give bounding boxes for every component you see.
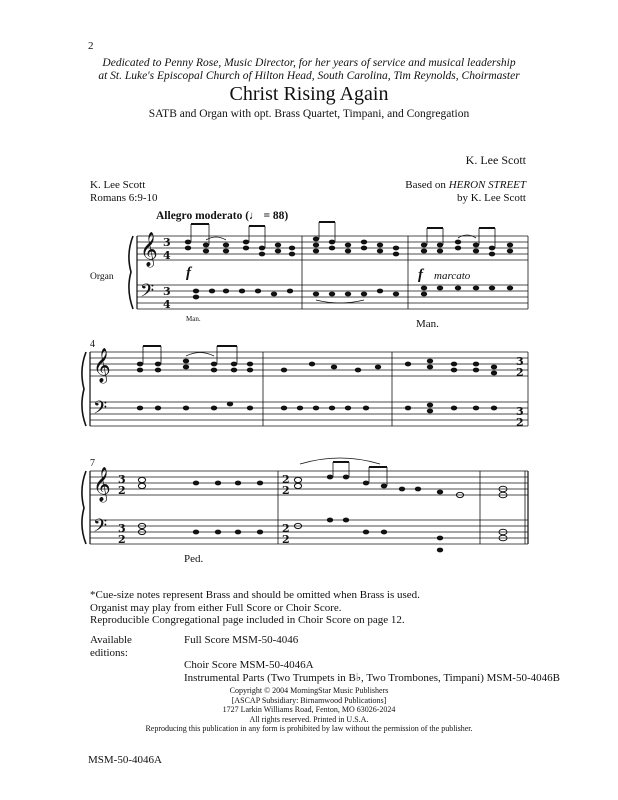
tempo-value: = 88 — [263, 210, 285, 222]
rights-reserved: All rights reserved. — [249, 714, 312, 724]
measure-number-4: 4 — [90, 339, 95, 350]
time-sig-5-bot: 2 — [118, 484, 126, 497]
tempo-text: Allegro moderato — [156, 210, 243, 222]
printed-in: Printed in U.S.A. — [313, 714, 369, 724]
s1-treble-chords — [185, 237, 513, 257]
marcato-text: marcato — [434, 270, 471, 282]
tempo-metronome: (♩ = 88) — [245, 210, 289, 222]
footnote-line-2: Organist may play from either Full Score or Choir Score. — [90, 601, 342, 614]
tune-name: HERON STREET — [448, 179, 526, 191]
dynamic-forte-2: f — [418, 267, 423, 283]
copyright-notice — [0, 686, 618, 734]
footnote — [90, 589, 560, 627]
piece-subtitle: SATB and Organ with opt. Brass Quartet, Timpani, and Congregation — [148, 108, 470, 120]
time-sig-6-top: 3 — [118, 522, 126, 535]
time-sig-2-bot: 4 — [163, 298, 171, 311]
treble-clef-1: 𝄞 — [140, 232, 158, 267]
copyright-line-4 — [0, 715, 618, 725]
dynamic-forte-1: f — [186, 265, 191, 281]
time-sig-8-bot: 2 — [282, 533, 290, 546]
page-number: 2 — [88, 40, 94, 52]
tune-author: by K. Lee Scott — [456, 191, 526, 204]
piece-title: Christ Rising Again — [229, 83, 389, 105]
treble-clef-3: 𝄞 — [93, 467, 111, 502]
composer-name: K. Lee Scott — [465, 153, 526, 167]
time-sig-5-top: 3 — [118, 473, 126, 486]
copyright-line-1: Copyright © 2004 MorningStar Music Publishers — [229, 686, 389, 695]
time-sig-6-bot: 2 — [118, 533, 126, 546]
measure-number-7: 7 — [90, 458, 95, 469]
catalog-number: MSM-50-4046A — [88, 754, 162, 766]
dedication-line-2: at St. Luke's Episcopal Church of Hilton Head, South Carolina, Tim Reynolds, Choirmaster — [98, 70, 520, 82]
tune-prefix: Based on — [405, 179, 449, 191]
dedication-line-1: Dedicated to Penny Rose, Music Director, for her years of service and musical leadership — [102, 57, 516, 69]
system-2-notes — [137, 359, 497, 414]
bass-clef-3: 𝄢 — [93, 516, 108, 541]
footnote-line-1: *Cue-size notes represent Brass and should be omitted when Brass is used. — [90, 589, 420, 601]
time-sig-1-bot: 4 — [163, 249, 171, 262]
footnote-line-3: Reproducible Congregational page included in Choir Score on page 12. — [90, 614, 405, 626]
instrument-label: Organ — [90, 272, 114, 282]
scripture-reference: Romans 6:9-10 — [90, 191, 158, 204]
pedal-mark: Ped. — [184, 553, 204, 565]
copyright-line-2: [ASCAP Subsidiary: Birnamwood Publications] — [231, 695, 387, 705]
time-sig-7-bot: 2 — [282, 484, 290, 497]
edition-instrumental-parts: Instrumental Parts (Two Trumpets in B♭, Two Trombones, Timpani) MSM-50-4046B — [184, 671, 560, 684]
manual-mark-large: Man. — [416, 318, 439, 330]
time-sig-1-top: 3 — [163, 236, 171, 249]
editions-label: Available editions: — [90, 634, 132, 659]
system-1-notes — [185, 237, 513, 300]
copyright-line-3: 1727 Larkin Williams Road, Fenton, MO 63026-2024 — [222, 705, 396, 714]
system-3-notes — [138, 475, 507, 553]
edition-choir-score: Choir Score MSM-50-4046A — [184, 659, 314, 671]
time-sig-3-top: 3 — [516, 355, 524, 368]
bass-clef-1: 𝄢 — [140, 281, 155, 306]
text-author: K. Lee Scott — [90, 179, 146, 191]
treble-clef-2: 𝄞 — [93, 348, 111, 383]
time-sig-4-top: 3 — [516, 405, 524, 418]
system-3-treble-staff — [90, 471, 528, 495]
time-sig-3-bot: 2 — [516, 366, 524, 379]
manual-mark-small: Man. — [186, 315, 201, 323]
available-editions — [90, 634, 590, 684]
system-2-bass-staff — [90, 402, 528, 426]
time-sig-2-top: 3 — [163, 285, 171, 298]
copyright-line-5: Reproducing this publication in any form is prohibited by law without the permission of the publisher. — [145, 724, 473, 733]
time-sig-4-bot: 2 — [516, 416, 524, 429]
time-sig-7-top: 2 — [282, 473, 290, 486]
time-sig-8-top: 2 — [282, 522, 290, 535]
bass-clef-2: 𝄢 — [93, 398, 108, 423]
edition-full-score: Full Score MSM-50-4046 — [184, 634, 299, 646]
system-3-bass-staff — [90, 520, 528, 544]
